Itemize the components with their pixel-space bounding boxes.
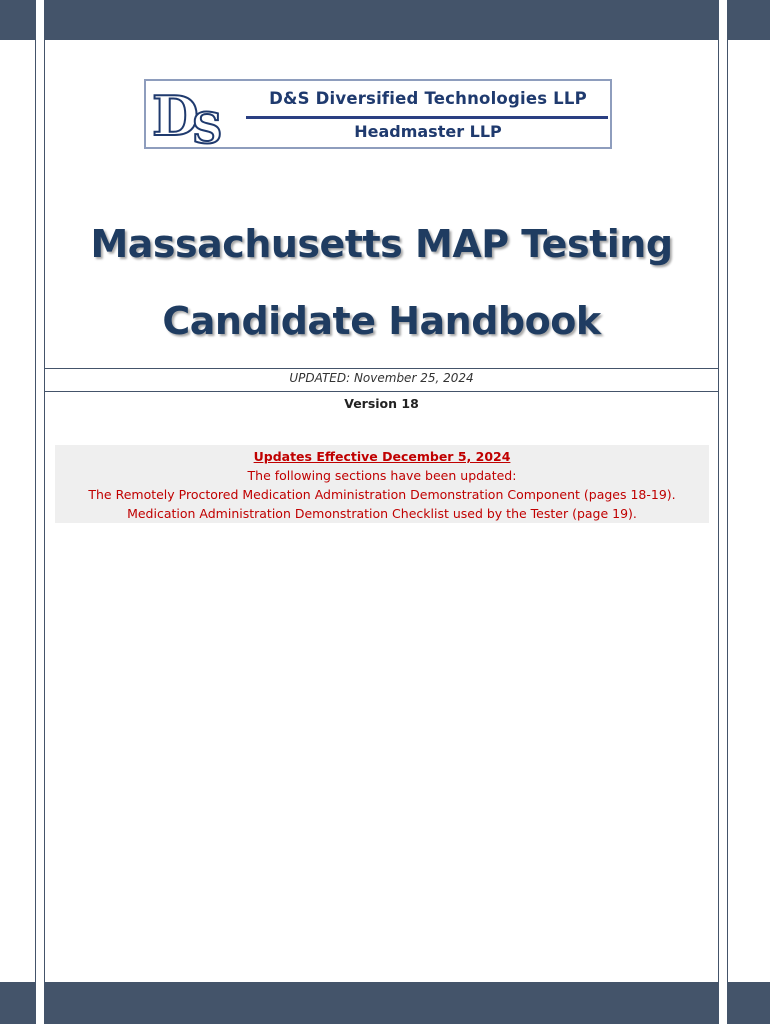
bottom-band-right (728, 982, 770, 1024)
bottom-band-left (0, 982, 35, 1024)
ds-monogram-logo (150, 85, 242, 145)
monogram-d: D (152, 85, 199, 145)
title-line-1: Massachusetts MAP Testing (90, 222, 673, 266)
rule-above-updated (45, 368, 718, 369)
update-notice (55, 445, 709, 523)
updated-date: UPDATED: November 25, 2024 (289, 371, 474, 385)
top-band-left (0, 0, 35, 40)
rule-below-updated (45, 391, 718, 392)
monogram-s: S (192, 104, 223, 145)
top-band-center (45, 0, 718, 40)
frame-line-left-outer (35, 0, 36, 1024)
top-band-right (728, 0, 770, 40)
notice-intro: The following sections have been updated: (247, 468, 517, 483)
company-name: D&S Diversified Technologies LLP (269, 89, 587, 108)
notice-heading: Updates Effective December 5, 2024 (253, 449, 511, 464)
logo-divider (246, 116, 608, 119)
frame-line-right-inner (718, 0, 719, 1024)
frame-line-right-outer (727, 0, 728, 1024)
frame-line-left-inner (44, 0, 45, 1024)
version-label: Version 18 (344, 396, 419, 411)
notice-item-2: Medication Administration Demonstration Checklist used by the Tester (page 19). (127, 506, 637, 521)
notice-item-1: The Remotely Proctored Medication Administration Demonstration Component (pages 18-19). (88, 487, 676, 502)
company-subtitle: Headmaster LLP (354, 122, 502, 141)
company-logo (144, 79, 612, 149)
title-line-2: Candidate Handbook (162, 299, 601, 343)
bottom-band-center (45, 982, 718, 1024)
